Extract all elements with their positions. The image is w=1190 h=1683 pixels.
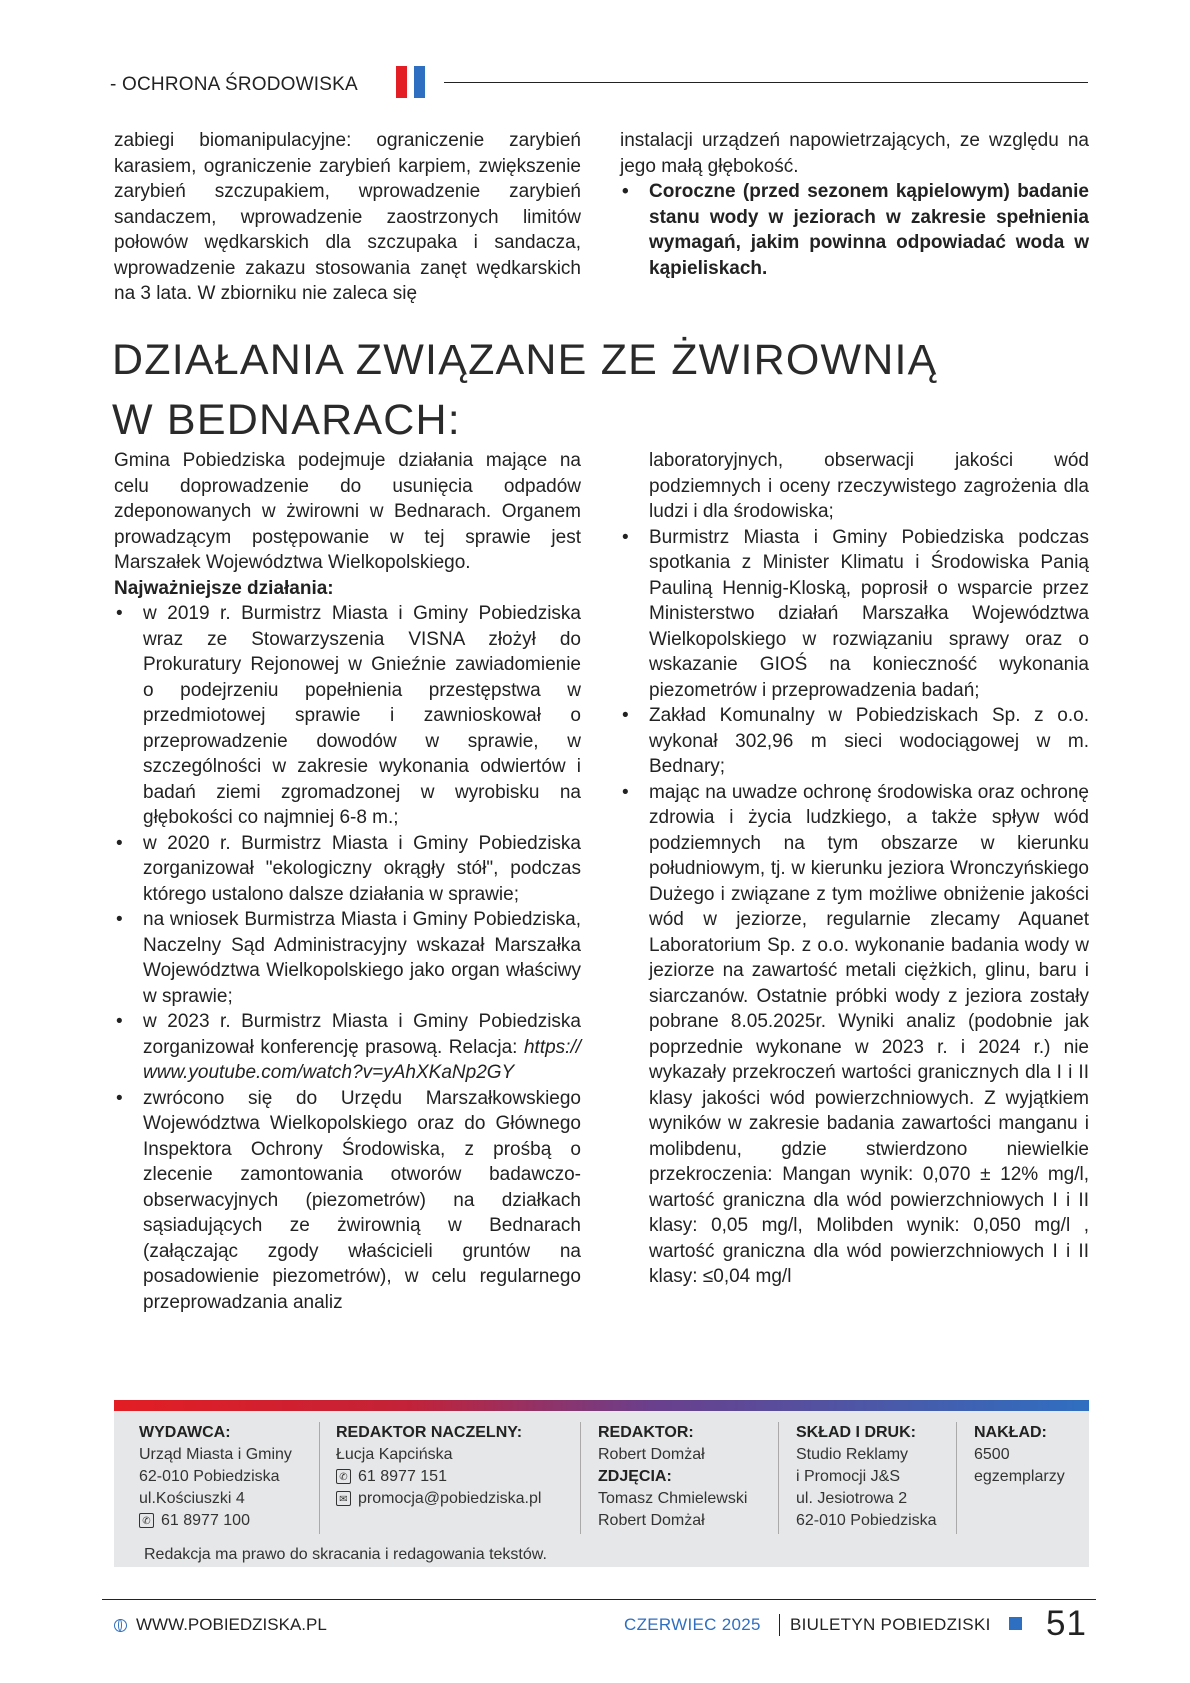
globe-icon	[114, 1619, 127, 1632]
phone-icon: ✆	[139, 1513, 154, 1528]
list-item: • Zakład Komunalny w Pobiedziskach Sp. z o.o. wykonał 302,96 m sieci wodociągowej w m. Bednary;	[620, 703, 1089, 780]
editor-in-chief-heading: REDAKTOR NACZELNY:	[336, 1424, 523, 1441]
column-divider	[319, 1422, 320, 1534]
continued-paragraph: zabiegi biomanipulacyjne: ograniczenie zarybień karasiem, ograniczenie zarybień karpiem, zwiększenie zarybień szczupakiem, wprowadzenie zarybień sandaczem, wprowadzenie zaostrzonych limitów połowów wędkarskich dla szczupaka i sandacza, wprowadzenie zakazu stosowania zanęt wędkarskich na 3 lata. W zbiorniku nie zaleca się	[114, 130, 581, 304]
phone-icon: ✆	[336, 1469, 351, 1484]
page-header	[110, 66, 1088, 100]
editor-in-chief-phone: ✆ 61 8977 151	[336, 1466, 541, 1488]
editor-block	[598, 1422, 747, 1532]
editor-in-chief-block	[336, 1422, 541, 1510]
page-footer	[102, 1606, 1096, 1646]
red-accent-bar	[396, 66, 407, 98]
list-item: • na wniosek Burmistrza Miasta i Gminy Pobiedziska, Naczelny Sąd Administracyjny wskazał Marszałka Województwa Wielkopolskiego jako organ właściwy w sprawie;	[114, 907, 581, 1009]
print-line: ul. Jesiotrowa 2	[796, 1490, 908, 1507]
actions-list-continued	[620, 525, 1089, 1290]
list-item: • zwrócono się do Urzędu Marszałkowskiego Województwa Wielkopolskiego oraz do Głównego Inspektora Ochrony Środowiska, z prośbą o zlecenie zamontowania otworów badawczo-obserwacyjnych (piezometrów) na działkach sąsiadujących ze żwirownią w Bednarach (załączając zgody właścicieli gruntów na posadowienie piezometrów), w celu regularnego przeprowadzania analiz	[114, 1086, 581, 1316]
title-line: W BEDNARACH:	[112, 396, 461, 444]
editor-heading: REDAKTOR:	[598, 1424, 694, 1441]
top-right-column	[620, 128, 1089, 281]
print-block	[796, 1422, 937, 1532]
editor-name: Robert Domżał	[598, 1446, 705, 1463]
article-right-column	[620, 448, 1089, 1290]
list-item-text: w 2023 r. Burmistrz Miasta i Gminy Pobiedziska zorganizował konferencję prasową. Relacja:	[143, 1011, 581, 1058]
circulation-value: 6500	[974, 1446, 1010, 1463]
publisher-line: 62-010 Pobiedziska	[139, 1468, 280, 1485]
article-title	[112, 330, 1012, 450]
column-divider	[778, 1422, 779, 1534]
circulation-block	[974, 1422, 1065, 1488]
continued-paragraph: instalacji urządzeń napowietrzających, ze względu na jego małą głębokość.	[620, 130, 1089, 177]
mail-icon: ✉	[336, 1491, 351, 1506]
column-divider	[580, 1422, 581, 1534]
blue-accent-bar	[414, 66, 425, 98]
editor-in-chief-email[interactable]: ✉ promocja@pobiedziska.pl	[336, 1488, 541, 1510]
subheading: Najważniejsze działania:	[114, 577, 334, 599]
photos-heading: ZDJĘCIA:	[598, 1468, 672, 1485]
publisher-phone: ✆ 61 8977 100	[139, 1510, 292, 1532]
youtube-link[interactable]: https://www.youtube.com/watch?v=yAhXKaNp2GY	[143, 1036, 581, 1083]
list-item: • mając na uwadze ochronę środowiska oraz ochronę zdrowia i życia ludzkiego, a także spływ wód podziemnych na tym obszarze w kierunku południowym, tj. w kierunku jeziora Wronczyńskiego Dużego i związane z tym możliwe obniżenie jakości wód w jeziorze, regularnie zlecamy Aquanet Laboratorium Sp. z o.o. wykonanie badania wody w jeziorze na zawartość metali ciężkich, glinu, baru i siarczanów. Ostatnie próbki wody z jeziora zostały pobrane 8.05.2025r. Wyniki analiz (podobnie jak poprzednie wykonane w 2023 r. i 2024 r.) nie wykazały przekroczeń wartości granicznych dla I i II klasy jakości wód powierzchniowych. Z wyjątkiem wyników w zakresie badania zawartości manganu i molibdenu, gdzie stwierdzono niewielkie przekroczenia: Mangan wynik: 0,070 ± 12% mg/l, wartość graniczna dla wód powierzchniowych I i II klasy: 0,05 mg/l, Molibden wynik: 0,050 mg/l , wartość graniczna dla wód powierzchniowych I i II klasy: ≤0,04 mg/l	[620, 780, 1089, 1290]
gradient-bar	[114, 1400, 1089, 1411]
print-line: i Promocji J&S	[796, 1468, 901, 1485]
intro-paragraph: Gmina Pobiedziska podejmuje działania mające na celu doprowadzenie do usunięcia odpadów zdeponowanych w żwirowni w Bednarach. Organem prowadzącym postępowanie w tej sprawie jest Marszałek Województwa Wielkopolskiego.	[114, 450, 581, 573]
photographer: Robert Domżał	[598, 1512, 705, 1529]
bottom-rule	[102, 1599, 1096, 1600]
bullet-list	[620, 179, 1089, 281]
blue-square-marker	[1009, 1617, 1022, 1630]
print-line: 62-010 Pobiedziska	[796, 1512, 937, 1529]
list-item: • Burmistrz Miasta i Gminy Pobiedziska podczas spotkania z Minister Klimatu i Środowiska Panią Pauliną Hennig-Kloską, poprosił o wsparcie przez Ministerstwo działań Marszałka Województwa Wielkopolskiego w rozwiązaniu sprawy oraz o wskazanie GIOŚ na konieczność wykonania piezometrów i przeprowadzenia badań;	[620, 525, 1089, 704]
publisher-line: ul.Kościuszki 4	[139, 1490, 245, 1507]
list-item: • Coroczne (przed sezonem kąpielowym) badanie stanu wody w jeziorach w zakresie spełnienia wymagań, jakim powinna odpowiadać woda w kąpieliskach.	[620, 179, 1089, 281]
imprint-box	[114, 1400, 1089, 1567]
editorial-note: Redakcja ma prawo do skracania i redagowania tekstów.	[144, 1546, 547, 1563]
print-heading: SKŁAD I DRUK:	[796, 1424, 916, 1441]
list-item	[114, 1009, 581, 1086]
circulation-heading: NAKŁAD:	[974, 1424, 1047, 1441]
issue-date: CZERWIEC 2025	[624, 1615, 761, 1634]
publisher-line: Urząd Miasta i Gminy	[139, 1446, 292, 1463]
column-divider	[956, 1422, 957, 1534]
list-item: • w 2019 r. Burmistrz Miasta i Gminy Pobiedziska wraz ze Stowarzyszenia VISNA złożył do Prokuratury Rejonowej w Gnieźnie zawiadomienie o podejrzeniu popełnienia przestępstwa w przedmiotowej sprawie i zawnioskował o przeprowadzenie dowodów w sprawie, w szczególności w zakresie wykonania odwiertów i badań ziemi zgromadzonej w wyrobisku na głębokości co najmniej 6-8 m.;	[114, 601, 581, 831]
section-label: - OCHRONA ŚRODOWISKA	[110, 74, 358, 95]
print-line: Studio Reklamy	[796, 1446, 909, 1463]
publisher-heading: WYDAWCA:	[139, 1424, 231, 1441]
editor-in-chief-name: Łucja Kapcińska	[336, 1446, 453, 1463]
top-left-column	[114, 128, 581, 307]
page-number: 51	[1046, 1604, 1087, 1643]
publisher-block	[139, 1422, 292, 1532]
circulation-unit: egzemplarzy	[974, 1468, 1065, 1485]
website-link[interactable]: WWW.POBIEDZISKA.PL	[136, 1615, 327, 1634]
footer-separator	[779, 1614, 780, 1636]
header-rule	[444, 82, 1088, 83]
publication-name: BIULETYN POBIEDZISKI	[790, 1615, 991, 1634]
photographer: Tomasz Chmielewski	[598, 1490, 748, 1507]
article-left-column	[114, 448, 581, 1315]
actions-list	[114, 601, 581, 1315]
continued-list-text: laboratoryjnych, obserwacji jakości wód podziemnych i oceny rzeczywistego zagrożenia dla ludzi i dla środowiska;	[649, 450, 1089, 522]
list-item: • w 2020 r. Burmistrz Miasta i Gminy Pobiedziska zorganizował "ekologiczny okrągły stół", podczas którego ustalono dalsze działania w sprawie;	[114, 831, 581, 908]
title-line: DZIAŁANIA ZWIĄZANE ZE ŻWIROWNIĄ	[112, 336, 938, 384]
